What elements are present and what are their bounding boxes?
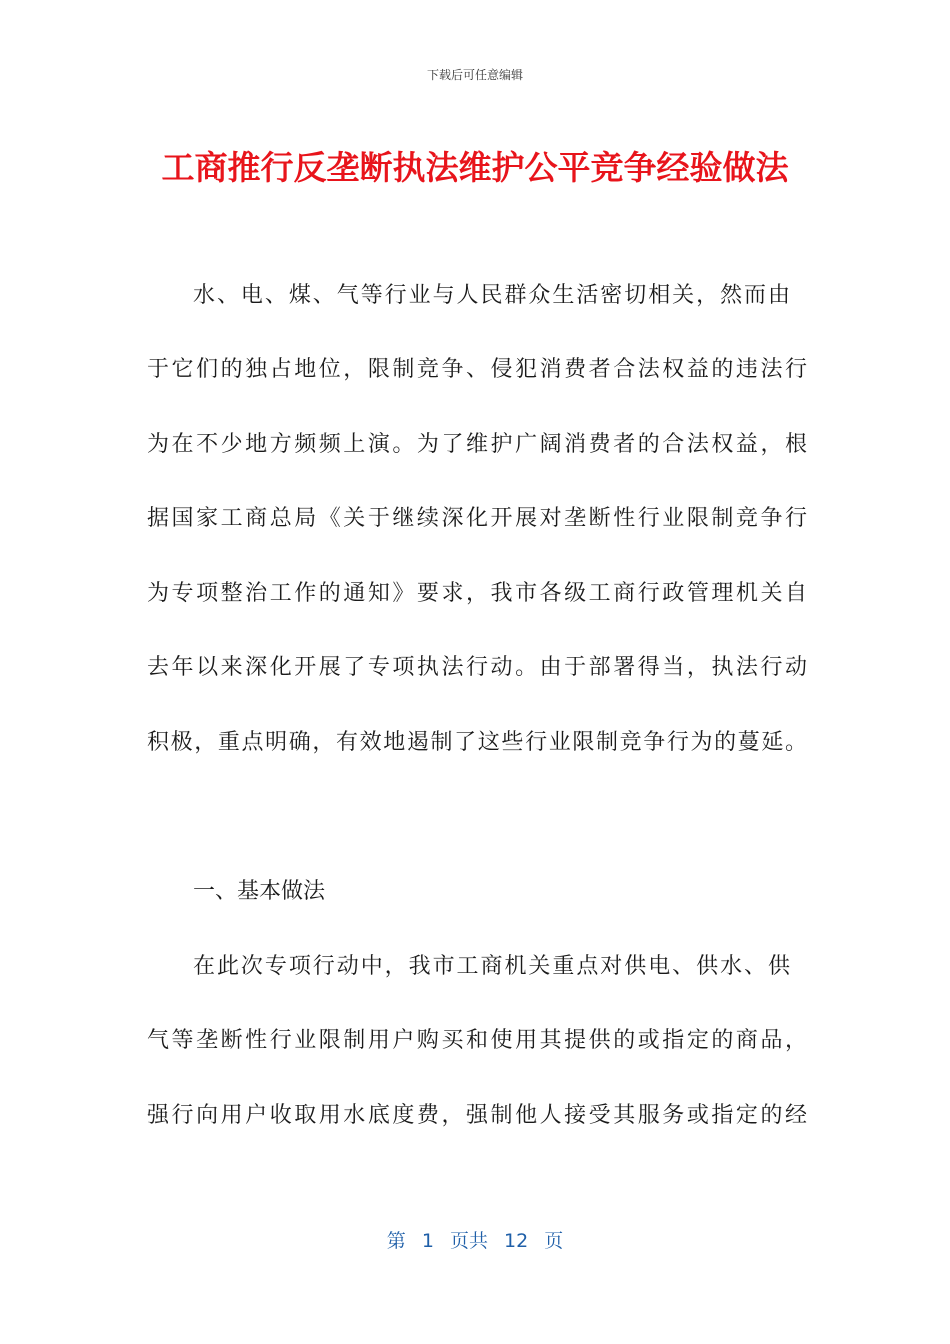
paragraph-line: 积极，重点明确，有效地遏制了这些行业限制竞争行为的蔓延。	[147, 730, 807, 755]
paragraph-line: 水、电、煤、气等行业与人民群众生活密切相关，然而由	[193, 283, 790, 308]
page-indicator: 第 1 页共 12 页	[386, 1230, 564, 1252]
paragraph-line: 于它们的独占地位，限制竞争、侵犯消费者合法权益的违法行	[147, 357, 807, 382]
section-heading: 一、基本做法	[193, 879, 326, 904]
paragraph-line: 据国家工商总局《关于继续深化开展对垄断性行业限制竞争行	[147, 506, 807, 531]
paragraph-line: 为专项整治工作的通知》要求，我市各级工商行政管理机关自	[147, 581, 807, 606]
document-title: 工商推行反垄断执法维护公平竞争经验做法	[161, 148, 789, 187]
header-note: 下载后可任意编辑	[426, 68, 523, 82]
paragraph-line: 在此次专项行动中，我市工商机关重点对供电、供水、供	[193, 954, 790, 979]
paragraph-line: 去年以来深化开展了专项执法行动。由于部署得当，执法行动	[147, 655, 807, 680]
paragraph-line: 气等垄断性行业限制用户购买和使用其提供的或指定的商品，	[147, 1028, 807, 1053]
paragraph-line: 为在不少地方频频上演。为了维护广阔消费者的合法权益，根	[147, 432, 807, 457]
paragraph-line: 强行向用户收取用水底度费，强制他人接受其服务或指定的经	[147, 1103, 807, 1128]
